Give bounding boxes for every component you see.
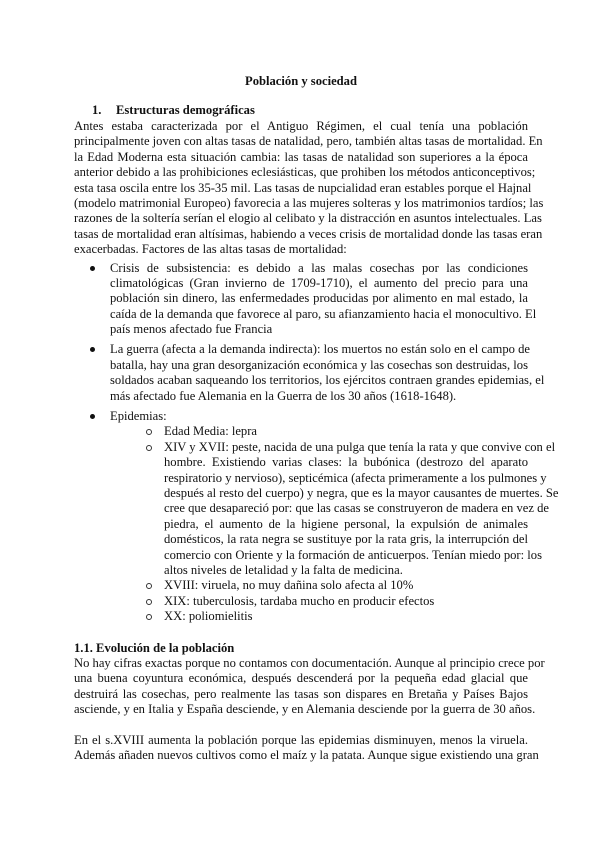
text-line: después al resto del cuerpo) y negra, que es la mayor causantes de muertes. Se xyxy=(164,485,559,500)
bullet-icon xyxy=(90,347,95,352)
text-line: piedra, el aumento de la higiene personal, la expulsión de animales xyxy=(164,516,528,531)
text-line: la Edad Moderna esta situación cambia: las tasas de natalidad son superiores a la época xyxy=(74,149,528,164)
text-line: asciende, y en Italia y España desciende, y en Alemania desciende por la guerra de 30 años. xyxy=(74,702,536,717)
subsection-heading: 1.1. Evolución de la población xyxy=(74,640,235,655)
text-line: Epidemias: xyxy=(110,409,167,424)
text-line: domésticos, la rata negra se sustituye por la rata gris, la interrupción del xyxy=(164,532,528,547)
list-item xyxy=(74,260,537,338)
text-line: principalmente joven con altas tasas de natalidad, pero, también altas tasas de mortalidad. En xyxy=(74,134,543,149)
text-line: altos niveles de letalidad y la falta de medicina. xyxy=(164,562,403,577)
sub-list-item xyxy=(74,439,559,579)
text-line: batalla, hay una gran desorganización económica y las cosechas son destruidas, los xyxy=(110,357,528,372)
section-heading-text: Estructuras demográficas xyxy=(116,103,255,117)
text-line: hombre. Existiendo varias clases: la bubónica (destrozo del aparato xyxy=(164,455,528,470)
text-line: XX: poliomielitis xyxy=(164,609,253,624)
text-line: XIX: tuberculosis, tardaba mucho en producir efectos xyxy=(164,593,435,608)
text-line: Crisis de subsistencia: es debido a las malas cosechas por las condiciones xyxy=(110,260,528,275)
list-item xyxy=(74,409,559,624)
sub-list-item xyxy=(74,424,528,439)
text-line: cree que desapareció por: que las casas se construyeron de madera en vez de xyxy=(164,501,549,516)
circle-bullet-icon xyxy=(146,429,152,435)
text-line: tasas de mortalidad eran altísimas, habiendo a veces crisis de mortalidad donde las tasas eran xyxy=(74,226,543,241)
text-line: población sin dinero, las enfermedades producidas por alimento en mal estado, la xyxy=(110,291,528,306)
text-line: En el s.XVIII aumenta la población porque las epidemias disminuyen, menos la viruela. xyxy=(74,732,528,747)
document-page xyxy=(74,74,559,764)
intro-paragraph xyxy=(74,119,544,258)
bullet-icon xyxy=(90,266,95,271)
text-line: No hay cifras exactas porque no contamos con documentación. Aunque al principio crece por xyxy=(74,655,545,670)
text-line: más afectado fue Alemania en la Guerra de los 30 años (1618-1648). xyxy=(110,388,457,403)
text-line: comercio con Oriente y la formación de anticuerpos. Tenían miedo por: los xyxy=(164,547,542,562)
text-line: XIV y XVII: peste, nacida de una pulga que tenía la rata y que convive con el xyxy=(164,439,556,454)
text-line: soldados acaban saqueando los territorios, los ejércitos contraen grandes epidemias, el xyxy=(110,373,545,388)
text-line: una buena coyuntura económica, después descenderá por la pequeña edad glacial que xyxy=(74,671,528,686)
text-line: La guerra (afecta a la demanda indirecta): los muertos no están solo en el campo de xyxy=(110,342,530,357)
text-line: país menos afectado fue Francia xyxy=(110,322,273,337)
text-line: (modelo matrimonial Europeo) favorecia a las mujeres solteras y los matrimonios tardíos; las xyxy=(74,195,544,210)
text-line: respiratorio y nervioso), septicémica (afecta primeramente a los pulmones y xyxy=(164,470,547,485)
circle-bullet-icon xyxy=(146,583,152,589)
text-line: climatológicas (Gran invierno de 1709-1710), el aumento del precio para una xyxy=(110,275,528,290)
circle-bullet-icon xyxy=(146,614,152,620)
text-line: Además añaden nuevos cultivos como el maíz y la patata. Aunque sigue existiendo una gran xyxy=(74,748,539,763)
text-line: razones de la soltería serían el elogio al celibato y la distracción en asuntos intelectuales. Las xyxy=(74,211,542,226)
text-line: esta tasa oscila entre los 35-35 mil. Las tasas de nupcialidad eran estables porque el Hajnal xyxy=(74,180,532,195)
circle-bullet-icon xyxy=(146,599,152,605)
text-line: Edad Media: lepra xyxy=(164,424,258,439)
bullet-icon xyxy=(90,414,95,419)
sub-list-item xyxy=(74,594,528,609)
circle-bullet-icon xyxy=(146,445,152,451)
sub-list-item xyxy=(74,609,528,624)
text-line: caída de la demanda que favorece al paro, su afianzamiento hacia el monocultivo. El xyxy=(110,306,537,321)
section-heading xyxy=(74,102,528,119)
bullet-list xyxy=(74,260,559,625)
text-line: XVIII: viruela, no muy dañina solo afecta al 10% xyxy=(164,578,414,593)
text-line: exacerbadas. Factores de las altas tasas de mortalidad: xyxy=(74,242,347,257)
paragraph xyxy=(74,732,539,764)
section-number: 1. xyxy=(92,103,102,117)
document-title: Población y sociedad xyxy=(245,74,357,88)
text-line: anterior debido a las prohibiciones eclesiásticas, que prohiben los métodos anticonceptivos; xyxy=(74,165,536,180)
sub-list-item xyxy=(74,578,528,593)
text-line: destruirá las cosechas, pero realmente las tasas son dispares en Bretaña y Países Bajos xyxy=(74,686,528,701)
text-line: Antes estaba caracterizada por el Antiguo Régimen, el cual tenía una población xyxy=(74,119,528,133)
list-item xyxy=(74,342,545,404)
paragraph xyxy=(74,655,545,718)
